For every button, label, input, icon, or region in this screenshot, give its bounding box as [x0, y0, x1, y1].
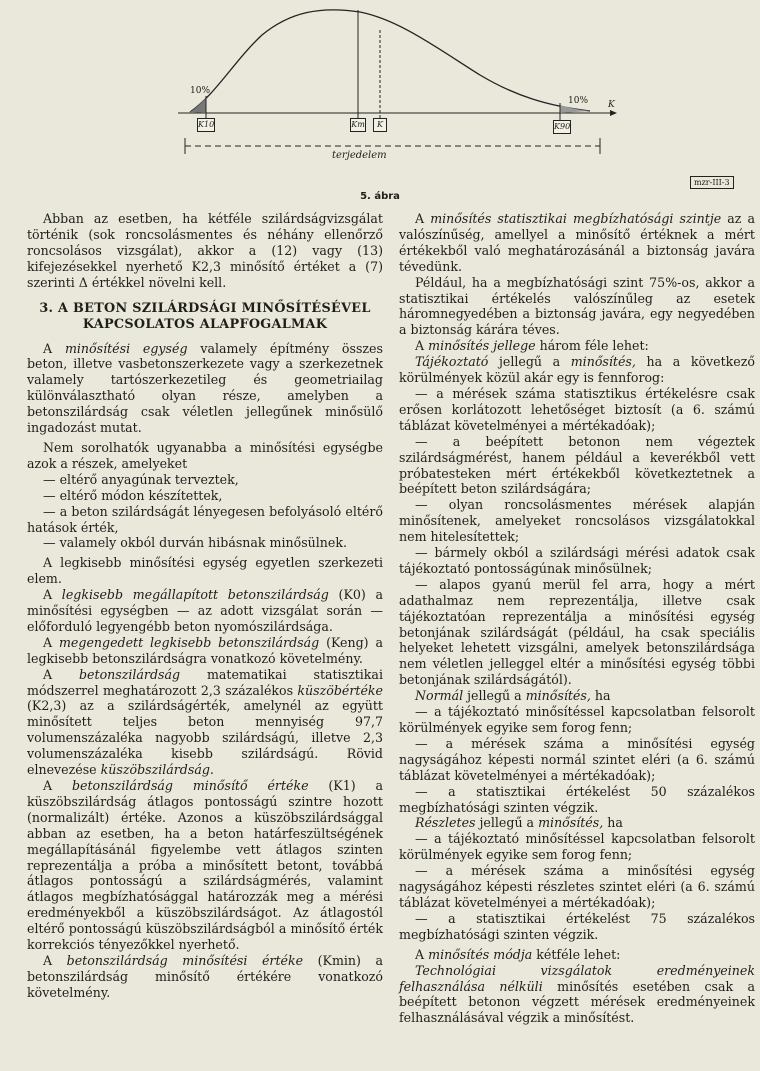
paragraph: A legkisebb megállapított betonszilárdság (K0) a minősítési egységben — az adott vizsgálat során — előforduló legyengébb beton nyomószilárdsága.: [27, 587, 383, 634]
figure-caption: 5. ábra: [360, 191, 400, 202]
paragraph: Normál jellegű a minősítés, ha: [415, 688, 611, 704]
left-column: [27, 211, 383, 1001]
figure-code: mzr-III-3: [690, 176, 734, 189]
list-item: — a tájékoztató minősítéssel kapcsolatban felsorolt körülmények egyike sem forog fenn;: [399, 831, 755, 863]
left-percent-label: 10%: [190, 86, 211, 96]
paragraph: Abban az esetben, ha kétféle szilárdságvizsgálat történik (sok roncsolásmentes és néhány ellenőrző roncsolásos vizsgálat), akkor a (12) vagy (13) kifejezésekkel nyerhető K2,3 minősítő értéket a (7) szerinti Δ értékkel növelni kell.: [27, 211, 383, 290]
paragraph: Nem sorolhatók ugyanabba a minősítési egységbe azok a részek, amelyeket: [27, 439, 383, 471]
paragraph: Technológiai vizsgálatok eredményeinek felhasználása nélküli minősítés esetében csak a beépített betonon végzett mérések eredményeinek felhasználásával végzik a minősítést.: [399, 962, 756, 1026]
paragraph: A megengedett legkisebb betonszilárdság (Keng) a legkisebb betonszilárdságra vonatkozó követelmény.: [27, 634, 383, 666]
list-item: — eltérő módon készítettek,: [43, 487, 223, 503]
list-item: — a beépített betonon nem végeztek szilárdságmérést, hanem például a keverékből vett próbatesteken mért értékekből következtetnek a beépített beton szilárdságára;: [399, 433, 755, 497]
list-item: — valamely okból durván hibásnak minősülnek.: [43, 535, 348, 551]
paragraph: A minősítés jellege három féle lehet:: [415, 338, 649, 354]
km-box: Km: [350, 118, 366, 132]
spread-label: terjedelem: [332, 150, 387, 161]
list-item: — a statisztikai értékelést 75 százalékos megbízhatósági szinten végzik.: [399, 910, 755, 942]
paragraph: A betonszilárdság minősítési értéke (Kmin) a betonszilárdság minősítő értékére vonatkozó követelmény.: [27, 952, 384, 1000]
k-box: K: [373, 118, 387, 132]
list-item: — bármely okból a szilárdsági mérési adatok csak tájékoztató pontosságúnak minősülnek;: [399, 545, 755, 576]
axis-label: K: [608, 100, 615, 110]
paragraph: A minősítési egység valamely építmény összes beton, illetve vasbetonszerkezete vagy a szerkezetnek valamely tartószerkezetileg és geometriailag különválasztható olyan része, amelyben a betonszilárdság csak véletlen jellegűnek minősülő ingadozást mutat.: [27, 340, 383, 436]
k10-box: K10: [197, 118, 215, 132]
distribution-curve-drawing: [0, 0, 760, 205]
list-item: — a tájékoztató minősítéssel kapcsolatban felsorolt körülmények egyike sem forog fenn;: [399, 704, 755, 735]
density-curve: [190, 10, 590, 112]
right-column: [399, 211, 755, 1026]
paragraph: A minősítés módja kétféle lehet:: [415, 946, 621, 962]
paragraph: Például, ha a megbízhatósági szint 75%-os, akkor a statisztikai értékelés valószínűleg az esetek háromnegyedében a biztonság javára, egy negyedében a biztonság kárára téves.: [399, 274, 755, 338]
k90-box: K90: [553, 120, 571, 134]
list-item: — eltérő anyagúnak terveztek,: [43, 471, 239, 487]
section-heading: 3. A BETON SZILÁRDSÁGI MINŐSÍTÉSÉVEL KAPCSOLATOS ALAPFOGALMAK: [39, 300, 371, 332]
right-tail-area: [560, 105, 590, 113]
list-item: — a mérések száma a minősítési egység nagyságához képesti normál szintet eléri (a 6. számú táblázat követelményei a mértékadóak);: [399, 735, 755, 783]
paragraph: A betonszilárdság minősítő értéke (K1) a küszöbszilárdság átlagos pontosságú szintre hozott (normalizált) értéke. Azonos a küszöbszilárdsággal abban az esetben, ha a beton határfeszültségének megállapításánál figyelembe vett átlagos szinten reprezentálja a próba a minősített betont, továbbá átlagos pontosságú a szilárdságmérés, valamint átlagos megbízhatósággal határozzák meg a mérési eredményekből a küszöbszilárdságot. Az átlagostól eltérő pontosságú küszöbszilárdságból a minősítő érték korrekciós tényezőkkel nyerhető.: [27, 778, 383, 953]
list-item: — a beton szilárdságát lényegesen befolyásoló eltérő hatások érték,: [27, 503, 383, 535]
list-item: — a mérések száma a minősítési egység nagyságához képesti részletes szintet eléri (a 6. számú táblázat követelményei a mértékadóak);: [399, 863, 755, 910]
list-item: — a statisztikai értékelést 50 százalékos megbízhatósági szinten végzik.: [399, 783, 755, 815]
paragraph: A betonszilárdság matematikai statisztikai módszerrel meghatározott 2,3 százalékos küszöbértéke (K2,3) az a szilárdságérték, amelynél az együtt minősített teljes beton mennyiség 97,7 volumenszázaléka nagyobb szilárdságú, illetve 2,3 volumenszázaléka kisebb szilárdságú. Rövid elnevezése küszöbszilárdság.: [27, 666, 383, 778]
list-item: — a mérések száma statisztikus értékelésre csak erősen korlátozott lehetőséget biztosít (a 6. számú táblázat követelményei a mértékadóak);: [399, 385, 755, 433]
paragraph: Részletes jellegű a minősítés, ha: [415, 815, 623, 831]
paragraph: Tájékoztató jellegű a minősítés, ha a következő körülmények közül akár egy is fennforog:: [399, 354, 755, 386]
list-item: — olyan roncsolásmentes mérések alapján minősítenek, amelyeket roncsolásos vizsgálatokkal nem hitelesítettek;: [399, 497, 755, 545]
paragraph: A minősítés statisztikai megbízhatósági szintje az a valószínűség, amellyel a minősítő értéknek a mért értékekből való meghatározásánál a biztonság javára tévedünk.: [399, 211, 755, 274]
right-percent-label: 10%: [568, 96, 589, 106]
list-item: — alapos gyanú merül fel arra, hogy a mért adathalmaz nem reprezentálja, illetve csak tájékoztatóan reprezentálja a minősítési egység betonjának szilárdságát (például, ha csak speciális helyeket lehetett vizsgálni, amelyek betonszilárdsága nem véletlen jelleggel eltér a minősítési egység többi betonjának szilárdságától).: [399, 576, 755, 688]
distribution-figure: [0, 0, 760, 205]
paragraph: A legkisebb minősítési egység egyetlen szerkezeti elem.: [27, 555, 383, 587]
axis-arrow: [610, 110, 617, 116]
